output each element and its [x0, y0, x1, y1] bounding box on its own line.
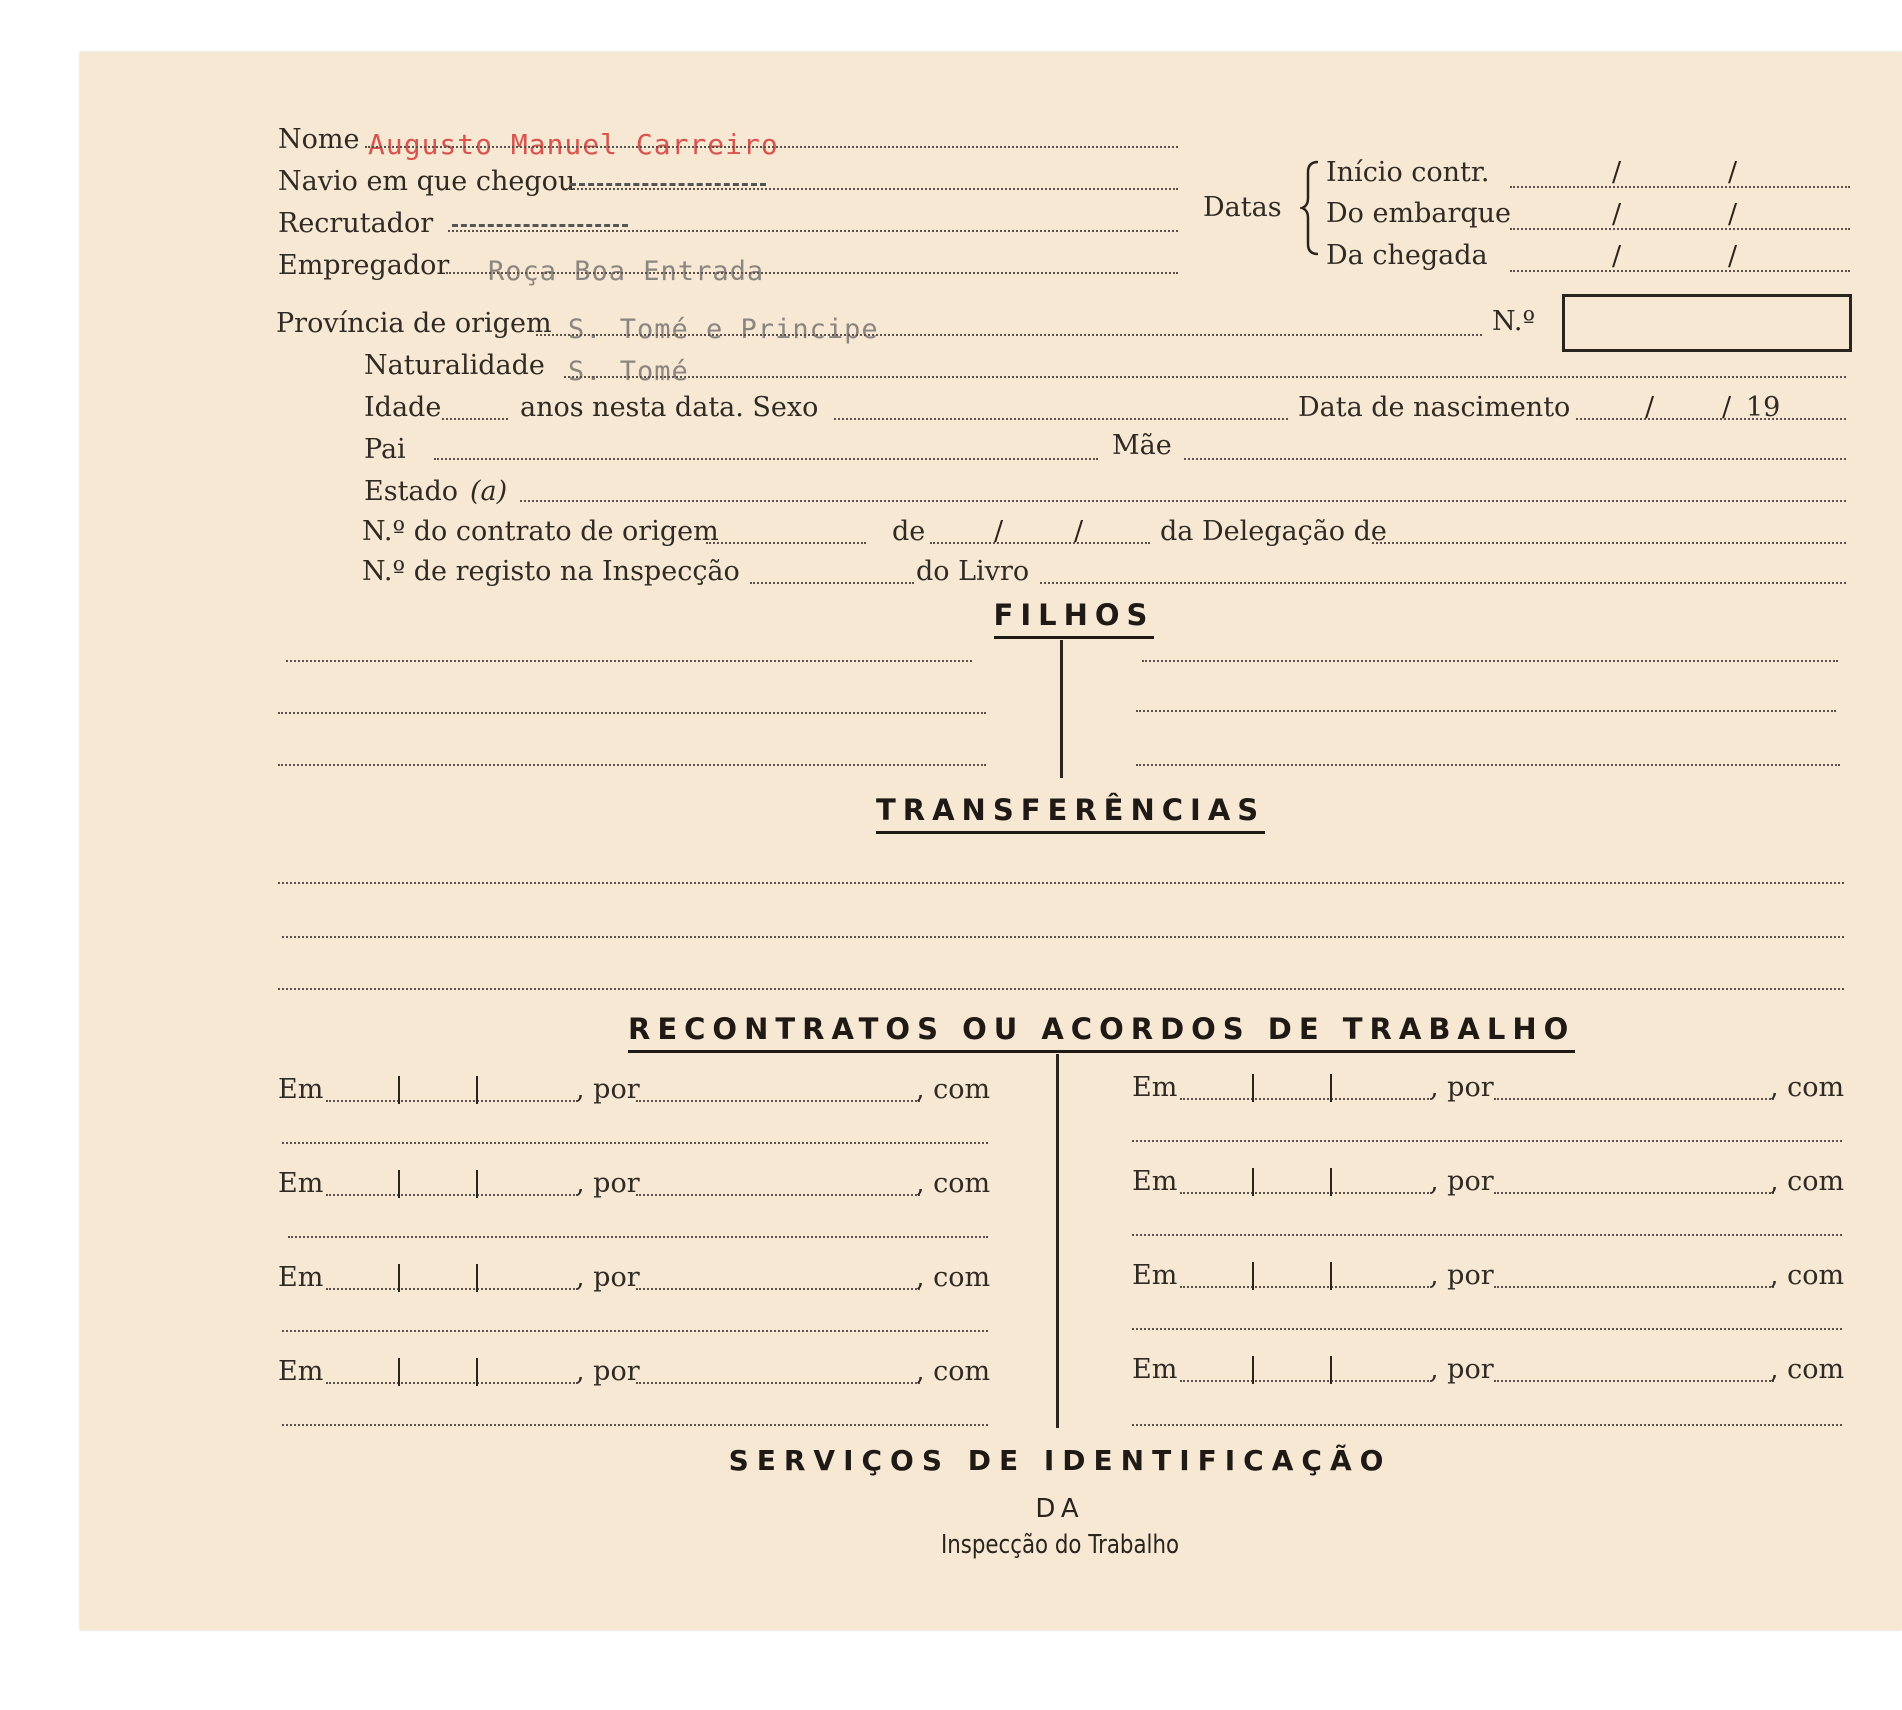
- line-sexo[interactable]: [834, 418, 1288, 420]
- label-com: , com: [916, 1262, 991, 1293]
- label-com: , com: [1770, 1354, 1845, 1385]
- recontrato-com-line[interactable]: [282, 1330, 988, 1332]
- date-separator: [398, 1358, 400, 1386]
- transferencia-line[interactable]: [278, 882, 1844, 884]
- label-idade: Idade: [364, 392, 442, 423]
- date-separator: [1252, 1356, 1254, 1384]
- label-por: , por: [1430, 1354, 1494, 1385]
- line-pai[interactable]: [434, 458, 1098, 460]
- footer-inspeccao: Inspecção do Trabalho: [940, 1530, 1180, 1560]
- numero-box[interactable]: [1562, 294, 1852, 352]
- slash: /: [1612, 157, 1622, 188]
- label-pai: Pai: [364, 434, 406, 465]
- label-por: , por: [1430, 1072, 1494, 1103]
- section-recontratos: RECONTRATOS OU ACORDOS DE TRABALHO: [628, 1012, 1494, 1046]
- label-com: , com: [916, 1356, 991, 1387]
- label-em: Em: [1132, 1260, 1178, 1291]
- label-em: Em: [1132, 1354, 1178, 1385]
- label-com: , com: [1770, 1166, 1845, 1197]
- slash: /: [1645, 392, 1655, 423]
- slash: /: [1728, 241, 1738, 272]
- recontrato-date-line[interactable]: [326, 1382, 578, 1384]
- line-delegacao[interactable]: [1372, 542, 1846, 544]
- recontrato-date-line[interactable]: [1180, 1098, 1432, 1100]
- label-por: , por: [1430, 1166, 1494, 1197]
- label-recrutador: Recrutador: [278, 208, 434, 239]
- line-contrato-data[interactable]: [930, 542, 1150, 544]
- recontrato-com-line[interactable]: [1132, 1234, 1842, 1236]
- value-provincia[interactable]: S. Tomé e Principe: [568, 314, 879, 345]
- label-por: , por: [576, 1262, 640, 1293]
- label-de: de: [892, 516, 926, 547]
- recontrato-com-line[interactable]: [282, 1142, 988, 1144]
- recontrato-date-line[interactable]: [1180, 1286, 1432, 1288]
- date-separator: [476, 1358, 478, 1386]
- recontrato-date-line[interactable]: [1180, 1380, 1432, 1382]
- slash: /: [1728, 157, 1738, 188]
- recontrato-date-line[interactable]: [1180, 1192, 1432, 1194]
- label-com: , com: [916, 1074, 991, 1105]
- line-idade[interactable]: [442, 418, 508, 420]
- recontrato-com-line[interactable]: [1132, 1140, 1842, 1142]
- label-datas: Datas: [1203, 192, 1282, 223]
- label-por: , por: [576, 1356, 640, 1387]
- line-provincia: [536, 334, 1482, 336]
- date-separator: [398, 1264, 400, 1292]
- recontrato-por-line[interactable]: [636, 1288, 920, 1290]
- date-separator: [1252, 1262, 1254, 1290]
- label-com: , com: [1770, 1072, 1845, 1103]
- label-em: Em: [278, 1074, 324, 1105]
- filhos-line[interactable]: [1136, 710, 1836, 712]
- line-naturalidade: [564, 376, 1846, 378]
- filhos-line[interactable]: [286, 660, 972, 662]
- label-navio: Navio em que chegou: [278, 166, 576, 197]
- recontrato-com-line[interactable]: [1132, 1328, 1842, 1330]
- footer-da: DA: [1035, 1494, 1085, 1524]
- recontrato-por-line[interactable]: [1494, 1098, 1774, 1100]
- label-data-nascimento: Data de nascimento: [1298, 392, 1571, 423]
- slash: /: [1612, 199, 1622, 230]
- date-separator: [476, 1170, 478, 1198]
- line-inicio[interactable]: [1510, 186, 1850, 188]
- line-registo[interactable]: [750, 582, 914, 584]
- line-livro[interactable]: [1040, 582, 1846, 584]
- line-recrutador: [448, 230, 1178, 232]
- date-separator: [1252, 1074, 1254, 1102]
- label-por: , por: [1430, 1260, 1494, 1291]
- footer-title: SERVIÇOS DE IDENTIFICAÇÃO: [728, 1444, 1392, 1477]
- label-mae: Mãe: [1112, 430, 1172, 461]
- line-navio: [566, 188, 1178, 190]
- slash: /: [1728, 199, 1738, 230]
- label-registo: N.º de registo na Inspecção: [362, 556, 740, 587]
- date-separator: [476, 1076, 478, 1104]
- value-nome[interactable]: Augusto Manuel Carreiro: [368, 128, 779, 161]
- date-separator: [398, 1170, 400, 1198]
- slash: /: [994, 516, 1004, 547]
- recontrato-com-line[interactable]: [288, 1236, 988, 1238]
- label-chegada: Da chegada: [1326, 240, 1488, 271]
- value-naturalidade[interactable]: S. Tomé: [568, 356, 689, 387]
- recontrato-date-line[interactable]: [326, 1288, 578, 1290]
- label-naturalidade: Naturalidade: [364, 350, 545, 381]
- date-separator: [1330, 1262, 1332, 1290]
- filhos-line[interactable]: [278, 764, 986, 766]
- label-em: Em: [278, 1168, 324, 1199]
- label-nome: Nome: [278, 124, 360, 155]
- date-separator: [398, 1076, 400, 1104]
- recontrato-por-line[interactable]: [636, 1194, 920, 1196]
- blank-recrutador[interactable]: [452, 224, 628, 227]
- recontrato-com-line[interactable]: [1132, 1424, 1842, 1426]
- line-embarque[interactable]: [1510, 228, 1850, 230]
- recontrato-por-line[interactable]: [636, 1100, 920, 1102]
- date-separator: [1330, 1168, 1332, 1196]
- recontrato-por-line[interactable]: [636, 1382, 920, 1384]
- divider-recontratos: [1056, 1054, 1059, 1428]
- transferencia-line[interactable]: [282, 936, 1844, 938]
- label-por: , por: [576, 1074, 640, 1105]
- slash: /: [1074, 516, 1084, 547]
- filhos-line[interactable]: [278, 712, 986, 714]
- label-em: Em: [278, 1356, 324, 1387]
- label-em: Em: [278, 1262, 324, 1293]
- slash: /: [1722, 392, 1732, 423]
- label-ano-19: 19: [1746, 392, 1781, 423]
- transferencia-line[interactable]: [278, 988, 1844, 990]
- slash: /: [1612, 241, 1622, 272]
- filhos-line[interactable]: [1136, 764, 1840, 766]
- blank-navio[interactable]: [570, 183, 766, 186]
- label-anos-sexo: anos nesta data. Sexo: [520, 392, 819, 423]
- line-chegada[interactable]: [1510, 270, 1850, 272]
- filhos-line[interactable]: [1142, 660, 1838, 662]
- recontrato-por-line[interactable]: [1494, 1192, 1774, 1194]
- date-separator: [1252, 1168, 1254, 1196]
- label-inicio: Início contr.: [1326, 157, 1490, 188]
- label-por: , por: [576, 1168, 640, 1199]
- recontrato-date-line[interactable]: [326, 1100, 578, 1102]
- value-empregador[interactable]: Roça Boa Entrada: [488, 256, 765, 287]
- label-com: , com: [916, 1168, 991, 1199]
- section-filhos: FILHOS: [976, 598, 1172, 632]
- label-estado: Estado: [364, 476, 459, 507]
- recontrato-date-line[interactable]: [326, 1194, 578, 1196]
- brace-icon: [1300, 160, 1322, 256]
- label-delegacao: da Delegação de: [1160, 516, 1387, 547]
- line-estado[interactable]: [520, 500, 1846, 502]
- label-em: Em: [1132, 1166, 1178, 1197]
- section-transferencias: TRANSFERÊNCIAS: [876, 793, 1242, 827]
- label-contrato: N.º do contrato de origem: [362, 516, 719, 547]
- recontrato-com-line[interactable]: [282, 1424, 988, 1426]
- line-nome: [365, 146, 1178, 148]
- label-embarque: Do embarque: [1326, 198, 1512, 229]
- line-empregador: [446, 272, 1178, 274]
- date-separator: [1330, 1356, 1332, 1384]
- label-provincia: Província de origem: [276, 308, 552, 339]
- recontrato-por-line[interactable]: [1494, 1380, 1774, 1382]
- divider-filhos: [1060, 640, 1063, 778]
- recontrato-por-line[interactable]: [1494, 1286, 1774, 1288]
- date-separator: [476, 1264, 478, 1292]
- label-empregador: Empregador: [278, 250, 450, 281]
- identification-card: [80, 52, 1902, 1630]
- line-mae[interactable]: [1184, 458, 1846, 460]
- label-numero: N.º: [1492, 306, 1536, 337]
- label-em: Em: [1132, 1072, 1178, 1103]
- line-contrato[interactable]: [706, 542, 866, 544]
- label-com: , com: [1770, 1260, 1845, 1291]
- date-separator: [1330, 1074, 1332, 1102]
- line-data-nascimento[interactable]: [1576, 418, 1846, 420]
- label-livro: do Livro: [916, 556, 1030, 587]
- label-estado-note: (a): [470, 476, 508, 507]
